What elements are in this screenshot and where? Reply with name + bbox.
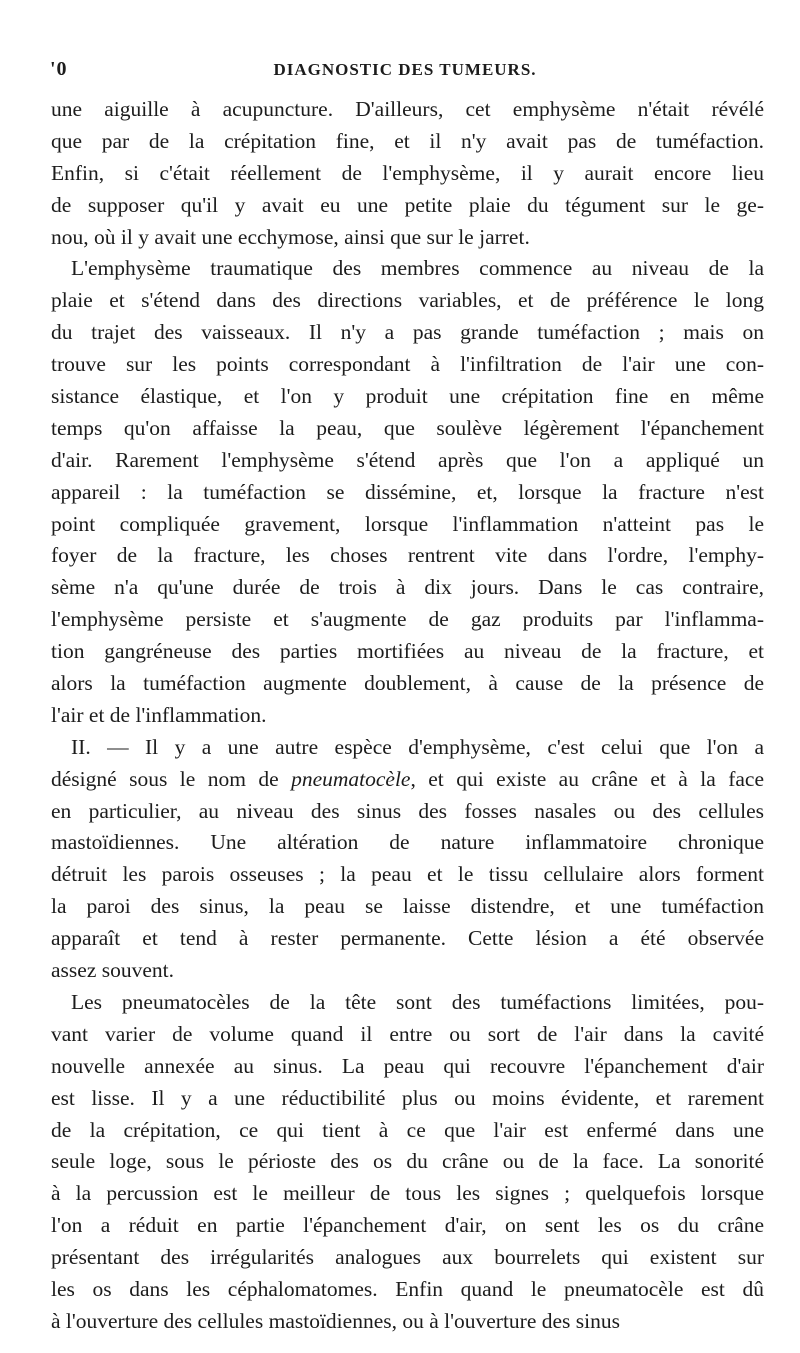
text-line: nouvelle annexée au sinus. La peau qui recouvre l'épanchement d'air (51, 1053, 764, 1078)
running-title: DIAGNOSTIC DES TUMEURS. (273, 60, 537, 79)
text-line: seule loge, sous le périoste des os du crâne ou de la face. La sonorité (51, 1149, 764, 1174)
text-line: de supposer qu'il y avait eu une petite plaie du tégument sur le ge- (51, 192, 764, 217)
text-line: apparaît et tend à rester permanente. Cette lésion a été observée (51, 926, 764, 951)
text-line: une aiguille à acupuncture. D'ailleurs, cet emphysème n'était révélé (51, 97, 764, 121)
text-line-with-italic (51, 764, 764, 796)
paragraph-start-line: II. — Il y a une autre espèce d'emphysème, c'est celui que l'on a (71, 734, 764, 759)
text-line: Enfin, si c'était réellement de l'emphysème, il y aurait encore lieu (51, 160, 764, 185)
text-line: du trajet des vaisseaux. Il n'y a pas grande tuméfaction ; mais on (51, 320, 764, 345)
body-text (51, 94, 764, 1338)
text-fragment: désigné sous le nom de (51, 766, 292, 791)
text-line: mastoïdiennes. Une altération de nature inflammatoire chronique (51, 830, 764, 855)
text-line: l'emphysème persiste et s'augmente de gaz produits par l'inflamma- (51, 607, 764, 632)
text-line: la paroi des sinus, la peau se laisse distendre, et une tuméfaction (51, 894, 764, 919)
paragraph-start-line: L'emphysème traumatique des membres commence au niveau de la (71, 256, 764, 281)
text-line: de la crépitation, ce qui tient à ce que l'air est enfermé dans une (51, 1117, 764, 1142)
page-header (50, 58, 760, 88)
paragraph-start-line: Les pneumatocèles de la tête sont des tuméfactions limitées, pou- (71, 989, 764, 1014)
text-line: tion gangréneuse des parties mortifiées au niveau de la fracture, et (51, 639, 764, 664)
text-line: alors la tuméfaction augmente doublement, à cause de la présence de (51, 671, 764, 696)
text-line: sistance élastique, et l'on y produit une crépitation fine en même (51, 384, 764, 409)
text-line: à la percussion est le meilleur de tous les signes ; quelquefois lorsque (51, 1181, 764, 1206)
text-line: que par de la crépitation fine, et il n'y avait pas de tuméfaction. (51, 128, 764, 153)
text-line: point compliquée gravement, lorsque l'inflammation n'atteint pas le (51, 511, 764, 536)
italic-term: pneumatocèle (291, 766, 411, 791)
text-line: en particulier, au niveau des sinus des fosses nasales ou des cellules (51, 798, 764, 823)
text-line: foyer de la fracture, les choses rentrent vite dans l'ordre, l'emphy- (51, 543, 764, 568)
text-line: temps qu'on affaisse la peau, que soulève légèrement l'épanchement (51, 415, 764, 440)
paragraph-end-line: l'air et de l'inflammation. (51, 702, 267, 727)
text-line: appareil : la tuméfaction se dissémine, et, lorsque la fracture n'est (51, 479, 764, 504)
text-line: présentant des irrégularités analogues aux bourrelets qui existent sur (51, 1245, 764, 1270)
text-line: sème n'a qu'une durée de trois à dix jours. Dans le cas contraire, (51, 575, 764, 600)
text-line: d'air. Rarement l'emphysème s'étend après que l'on a appliqué un (51, 447, 764, 472)
page-number: '0 (50, 58, 68, 80)
text-line: l'on a réduit en partie l'épanchement d'air, on sent les os du crâne (51, 1213, 764, 1238)
text-fragment: , et qui existe au crâne et à la face (410, 766, 764, 791)
text-line: trouve sur les points correspondant à l'infiltration de l'air une con- (51, 352, 764, 377)
text-line: détruit les parois osseuses ; la peau et le tissu cellulaire alors forment (51, 862, 764, 887)
text-line: plaie et s'étend dans des directions variables, et de préférence le long (51, 288, 764, 313)
text-line: vant varier de volume quand il entre ou sort de l'air dans la cavité (51, 1021, 764, 1046)
text-line: à l'ouverture des cellules mastoïdiennes, ou à l'ouverture des sinus (51, 1308, 620, 1333)
text-line: est lisse. Il y a une réductibilité plus ou moins évidente, et rarement (51, 1085, 764, 1110)
paragraph-end-line: assez souvent. (51, 958, 174, 983)
paragraph-end-line: nou, où il y avait une ecchymose, ainsi que sur le jarret. (51, 224, 530, 249)
text-line: les os dans les céphalomatomes. Enfin quand le pneumatocèle est dû (51, 1276, 764, 1301)
